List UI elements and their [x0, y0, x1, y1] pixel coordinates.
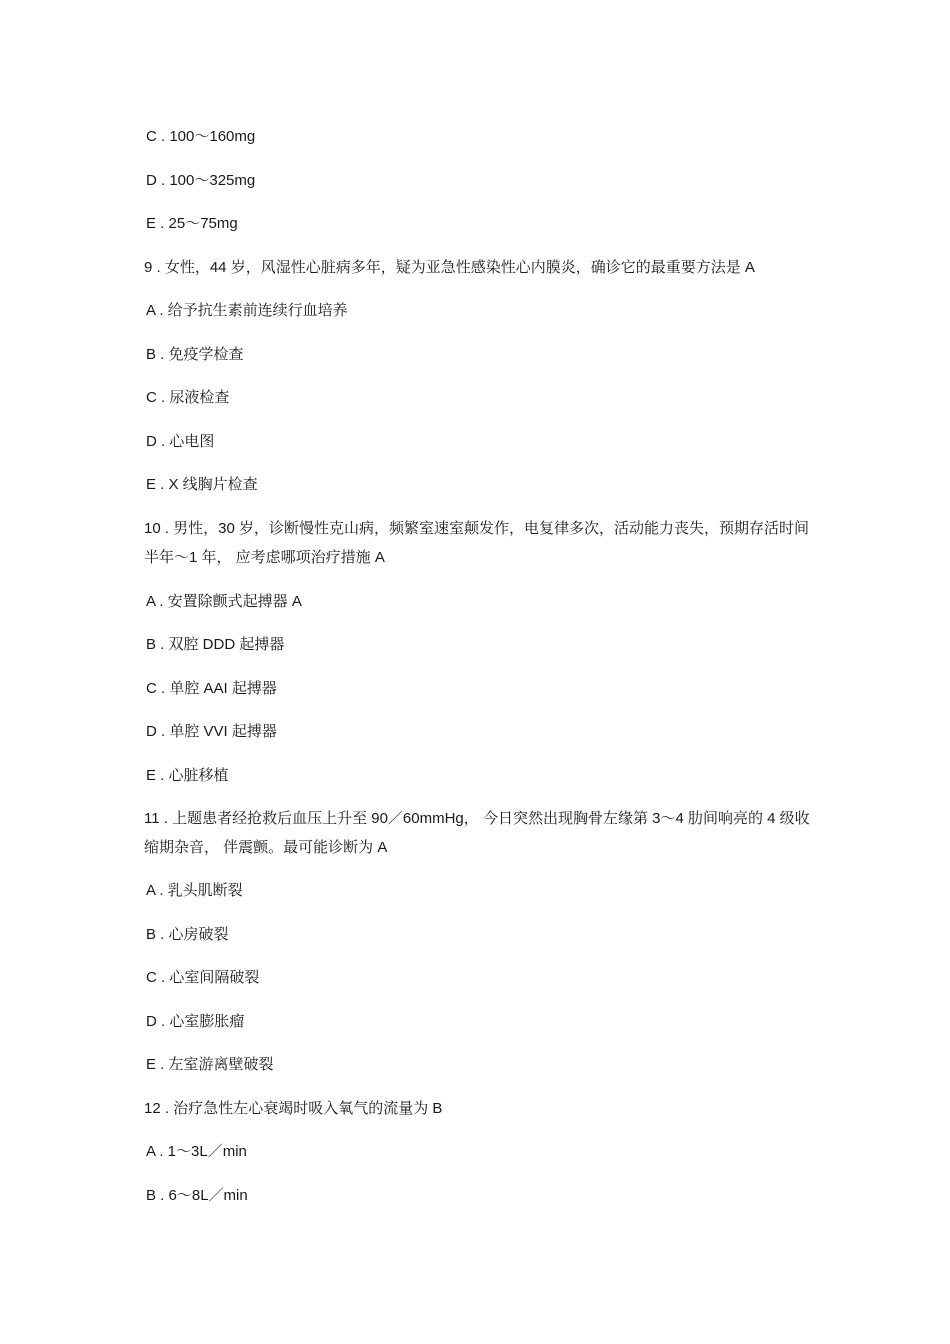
q12-option-a: A . 1～3L／min [146, 1143, 247, 1160]
q11-option-b: B . 心房破裂 [146, 926, 229, 943]
q10-option-d: D . 单腔 VVI 起搏器 [146, 723, 277, 740]
q9-option-c: C . 尿液检查 [146, 389, 230, 406]
q10-option-c: C . 单腔 AAI 起搏器 [146, 680, 277, 697]
question-10: 10 . 男性，30 岁，诊断慢性克山病，频繁室速室颠发作，电复律多次，活动能力丧失，预期存活时间半年～1 年， 应考虑哪项治疗措施 A [144, 520, 810, 566]
q10-option-b: B . 双腔 DDD 起搏器 [146, 636, 285, 653]
option-c-dosage: C . 100～160mg [146, 128, 256, 145]
q10-option-a: A . 安置除颤式起搏器 A [146, 593, 302, 610]
q9-option-b: B . 免疫学检查 [146, 346, 244, 363]
q11-option-a: A . 乳头肌断裂 [146, 882, 243, 899]
option-e-dosage: E . 25～75mg [146, 215, 238, 232]
q11-option-e: E . 左室游离壁破裂 [146, 1056, 274, 1073]
q9-option-a: A . 给予抗生素前连续行血培养 [146, 302, 348, 319]
q12-option-b: B . 6～8L／min [146, 1187, 248, 1204]
q9-option-e: E . X 线胸片检查 [146, 476, 258, 493]
q9-option-d: D . 心电图 [146, 433, 215, 450]
q11-option-c: C . 心室间隔破裂 [146, 969, 260, 986]
question-12: 12 . 治疗急性左心衰竭时吸入氧气的流量为 B [144, 1100, 443, 1117]
option-d-dosage: D . 100～325mg [146, 172, 256, 189]
q11-option-d: D . 心室膨胀瘤 [146, 1013, 245, 1030]
q10-option-e: E . 心脏移植 [146, 767, 229, 784]
question-9: 9 . 女性，44 岁，风湿性心脏病多年，疑为亚急性感染性心内膜炎，确诊它的最重要方法是 A [144, 259, 755, 276]
question-11: 11 . 上题患者经抢救后血压上升至 90／60mmHg， 今日突然出现胸骨左缘第 3～4 肋间响亮的 4 级收缩期杂音， 伴震颤。最可能诊断为 A [144, 810, 810, 856]
